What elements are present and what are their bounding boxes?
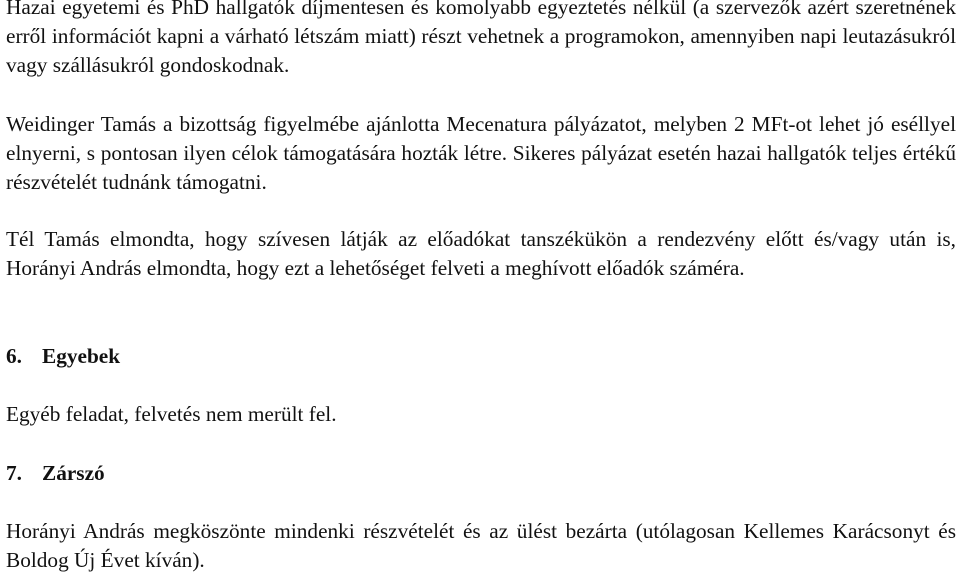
paragraph-other-matters: Egyéb feladat, felvetés nem merült fel. xyxy=(6,402,337,426)
section-number: 6. xyxy=(6,344,22,368)
paragraph-lecturer-visits: Tél Tamás elmondta, hogy szívesen látják az előadókat tanszékükön a rendezvény előtt és/vagy után is, Horányi András elmondta, hogy ezt a lehetőséget felveti a meghívott előadók száméra. xyxy=(6,227,956,280)
paragraph-student-participation: Hazai egyetemi és PhD hallgatók díjmentesen és komolyabb egyeztetés nélkül (a szervezők azért szeretnének erről információt kapni a várható létszám miatt) részt vehetnek a programokon, amennyiben napi leutazásukról vagy szállásukról gondoskodnak. xyxy=(6,0,956,77)
section-title: Zárszó xyxy=(42,461,105,485)
section-number: 7. xyxy=(6,461,22,485)
section-heading-egyebek xyxy=(6,342,120,371)
section-title: Egyebek xyxy=(42,344,121,368)
section-heading-zarszo xyxy=(6,459,105,488)
paragraph-closing: Horányi András megköszönte mindenki részvételét és az ülést bezárta (utólagosan Kellemes Karácsonyt és Boldog Új Évet kíván). xyxy=(6,519,956,572)
paragraph-mecenatura-grant: Weidinger Tamás a bizottság figyelmébe ajánlotta Mecenatura pályázatot, melyben 2 MFt-ot lehet jó eséllyel elnyerni, s pontosan ilyen célok támogatására hozták létre. Sikeres pályázat esetén hazai hallgatók teljes értékű részvételét tudnánk támogatni. xyxy=(6,112,956,194)
